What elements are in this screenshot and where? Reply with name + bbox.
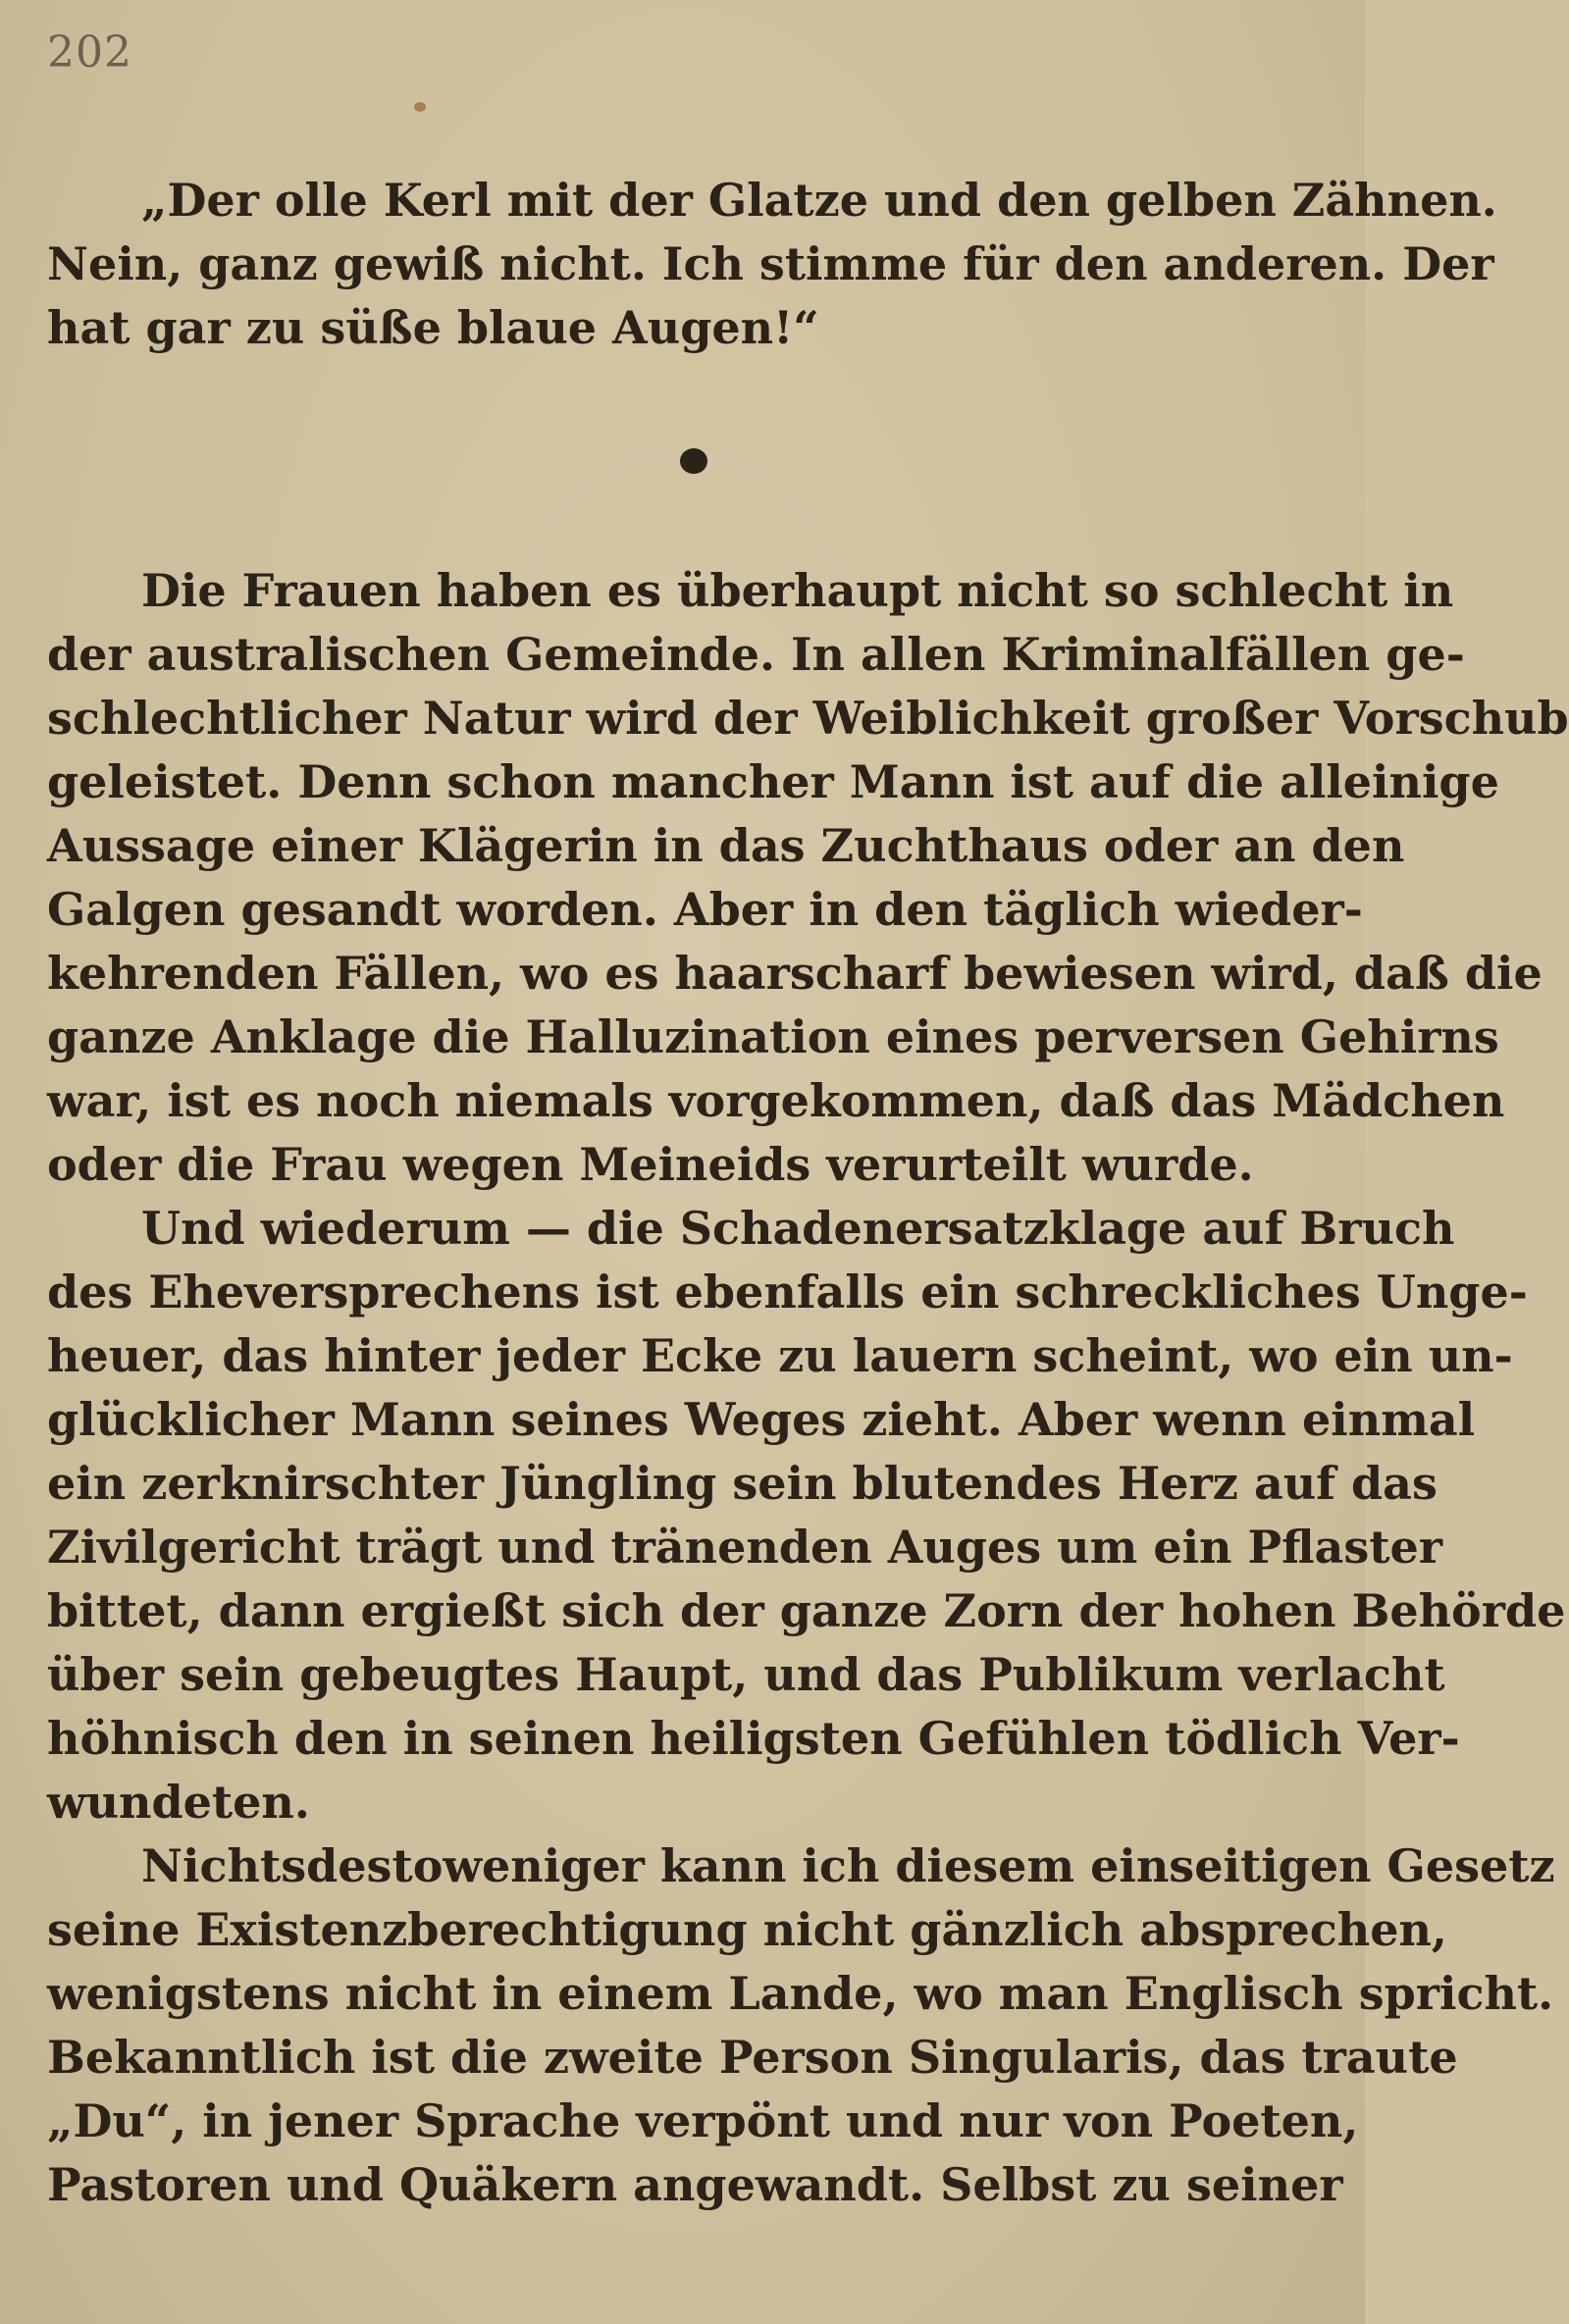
page-number: 202 [47,27,132,77]
text-line: Aussage einer Klägerin in das Zuchthaus oder an den [47,819,1405,872]
text-line: Die Frauen haben es überhaupt nicht so schlecht in [141,564,1454,617]
text-line: war, ist es noch niemals vorgekommen, daß das Mädchen [47,1074,1505,1127]
text-line: wenigstens nicht in einem Lande, wo man Englisch spricht. [47,1967,1554,2020]
text-line: hat gar zu süße blaue Augen!“ [47,301,819,354]
text-line: „Der olle Kerl mit der Glatze und den gelben Zähnen. [141,174,1497,227]
text-line: des Eheversprechens ist ebenfalls ein schreckliches Unge- [47,1265,1528,1318]
text-line: glücklicher Mann seines Weges zieht. Aber wenn einmal [47,1393,1476,1446]
text-line: Bekanntlich ist die zweite Person Singularis, das traute [47,2031,1458,2084]
text-line: der australischen Gemeinde. In allen Kriminalfällen ge- [47,628,1465,681]
text-line: „Du“, in jener Sprache verpönt und nur von Poeten, [47,2094,1359,2147]
text-line: Pastoren und Quäkern angewandt. Selbst zu seiner [47,2158,1343,2211]
ink-speck [414,102,426,112]
text-line: Nichtsdestoweniger kann ich diesem einseitigen Gesetz [141,1839,1555,1892]
text-line: geleistet. Denn schon mancher Mann ist auf die alleinige [47,755,1499,808]
text-line: ganze Anklage die Halluzination eines perversen Gehirns [47,1010,1499,1063]
text-line: Und wiederum — die Schadenersatzklage auf Bruch [141,1202,1455,1255]
text-line: Nein, ganz gewiß nicht. Ich stimme für den anderen. Der [47,237,1494,290]
text-line: oder die Frau wegen Meineids verurteilt wurde. [47,1138,1254,1191]
text-line: schlechtlicher Natur wird der Weiblichkeit großer Vorschub [47,692,1569,745]
paragraph-quote [47,169,1497,360]
text-line: über sein gebeugtes Haupt, und das Publikum verlacht [47,1648,1445,1701]
text-line: ein zerknirschter Jüngling sein blutendes Herz auf das [47,1457,1438,1510]
text-line: bittet, dann ergießt sich der ganze Zorn der hohen Behörde [47,1584,1566,1637]
text-line: seine Existenzberechtigung nicht gänzlich absprechen, [47,1903,1447,1956]
text-line: Zivilgericht trägt und tränenden Auges um ein Pflaster [47,1521,1443,1574]
text-line: Galgen gesandt worden. Aber in den täglich wieder- [47,883,1363,936]
text-line: höhnisch den in seinen heiligsten Gefühlen tödlich Ver- [47,1712,1460,1765]
section-separator-dot [680,448,707,474]
text-line: wundeten. [47,1776,310,1829]
text-line: kehrenden Fällen, wo es haarscharf bewiesen wird, daß die [47,947,1543,1000]
text-line: heuer, das hinter jeder Ecke zu lauern scheint, wo ein un- [47,1329,1513,1382]
paragraph-women [47,559,1569,2217]
